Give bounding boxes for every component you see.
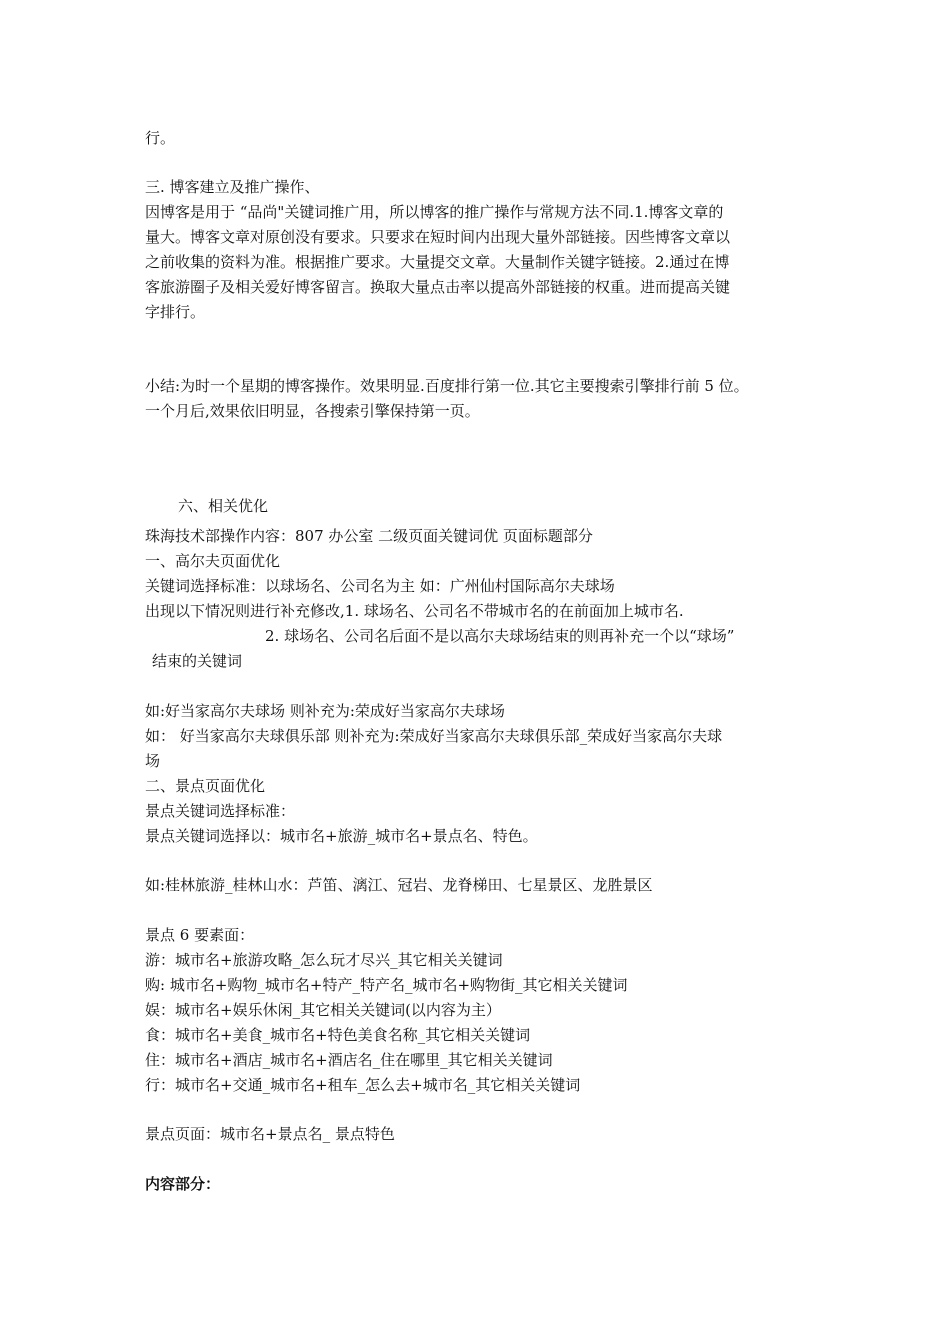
example-line: 如:桂林旅游_桂林山水：芦笛、漓江、冠岩、龙脊梯田、七星景区、龙胜景区 xyxy=(145,876,653,894)
paragraph-line: 因博客是用于 “品尚"关键词推广用，所以博客的推广操作与常规方法不同.1.博客文章的 xyxy=(145,203,724,221)
paragraph-line: 客旅游圈子及相关爱好博客留言。换取大量点击率以提高外部链接的权重。进而提高关键 xyxy=(145,278,731,296)
paragraph-line: 景点页面：城市名+景点名_ 景点特色 xyxy=(145,1125,395,1143)
paragraph-line: 行。 xyxy=(145,129,176,147)
summary-line: 一个月后,效果依旧明显，各搜索引擎保持第一页。 xyxy=(145,402,480,420)
paragraph-line: 景点关键词选择以：城市名+旅游_城市名+景点名、特色。 xyxy=(145,827,538,845)
example-line: 如： 好当家高尔夫球俱乐部 则补充为:荣成好当家高尔夫球俱乐部_荣成好当家高尔夫球 xyxy=(145,727,723,745)
paragraph-line: 景点关键词选择标准： xyxy=(145,802,296,820)
paragraph-line: 结束的关键词 xyxy=(152,652,243,670)
subsection-heading: 二、景点页面优化 xyxy=(145,777,266,795)
paragraph-line: 珠海技术部操作内容：807 办公室 二级页面关键词优 页面标题部分 xyxy=(145,527,593,545)
paragraph-line: 关键词选择标准：以球场名、公司名为主 如：广州仙村国际高尔夫球场 xyxy=(145,577,615,595)
paragraph-line: 出现以下情况则进行补充修改,1. 球场名、公司名不带城市名的在前面加上城市名. xyxy=(145,602,684,620)
content-section-heading: 内容部分： xyxy=(145,1175,221,1193)
paragraph-line: 字排行。 xyxy=(145,303,206,321)
paragraph-line: 量大。博客文章对原创没有要求。只要求在短时间内出现大量外部链接。因些博客文章以 xyxy=(145,228,731,246)
example-line: 如:好当家高尔夫球场 则补充为:荣成好当家高尔夫球场 xyxy=(145,702,505,720)
list-heading: 景点 6 要素面： xyxy=(145,926,255,944)
section-heading: 三. 博客建立及推广操作、 xyxy=(145,178,320,196)
list-item: 娱：城市名+娱乐休闲_其它相关关键词(以内容为主） xyxy=(145,1001,501,1019)
example-line: 场 xyxy=(145,752,161,770)
section-heading: 六、相关优化 xyxy=(178,497,269,515)
list-item: 游：城市名+旅游攻略_怎么玩才尽兴_其它相关关键词 xyxy=(145,951,503,969)
list-item: 行：城市名+交通_城市名+租车_怎么去+城市名_其它相关关键词 xyxy=(145,1076,581,1094)
list-item: 购: 城市名+购物_城市名+特产_特产名_城市名+购物街_其它相关关键词 xyxy=(145,976,628,994)
paragraph-line: 之前收集的资料为准。根据推广要求。大量提交文章。大量制作关键字链接。2.通过在博 xyxy=(145,253,730,271)
paragraph-line: 2. 球场名、公司名后面不是以高尔夫球场结束的则再补充一个以“球场” xyxy=(265,627,735,645)
list-item: 食：城市名+美食_城市名+特色美食名称_其它相关关键词 xyxy=(145,1026,531,1044)
list-item: 住：城市名+酒店_城市名+酒店名_住在哪里_其它相关关键词 xyxy=(145,1051,553,1069)
subsection-heading: 一、高尔夫页面优化 xyxy=(145,552,281,570)
summary-line: 小结:为时一个星期的博客操作。效果明显.百度排行第一位.其它主要搜索引擎排行前 5 位。 xyxy=(145,377,749,395)
